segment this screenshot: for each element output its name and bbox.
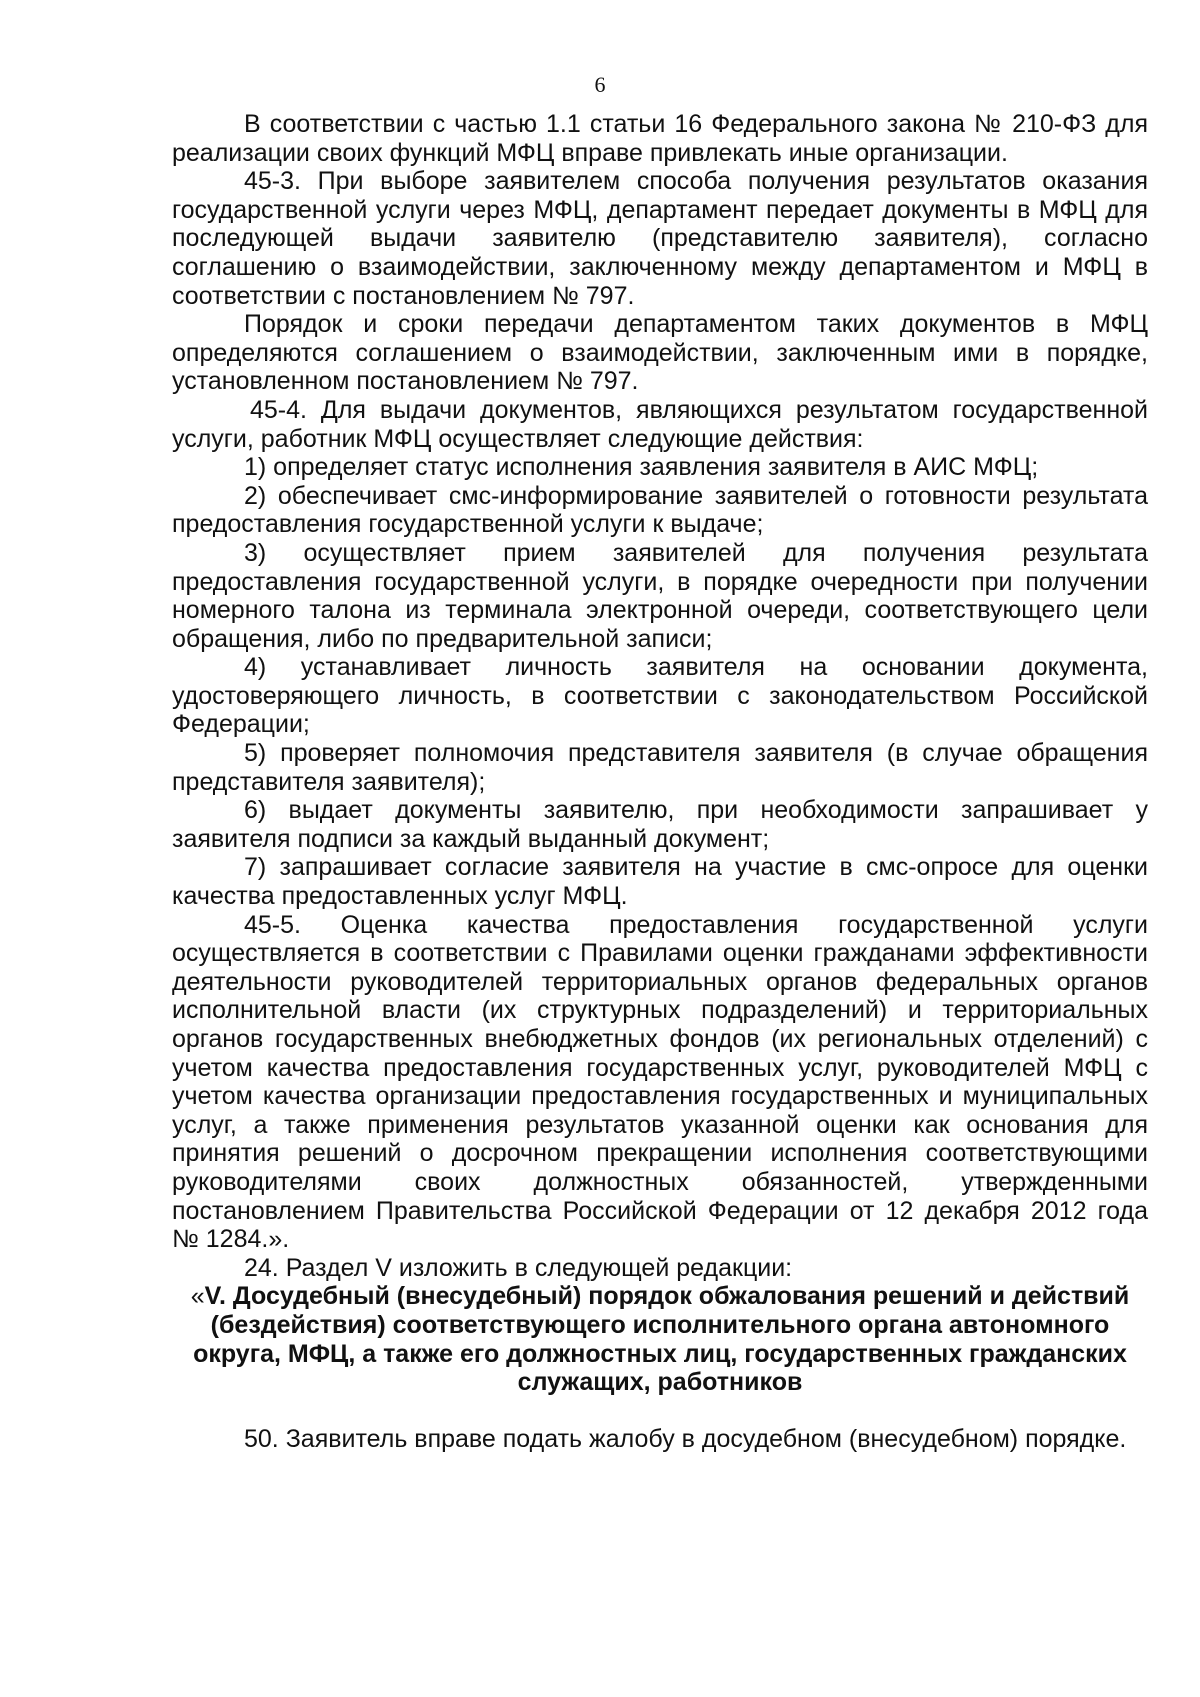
- paragraph-45-4: 45-4. Для выдачи документов, являющихся результатом государственной услуги, работник МФЦ осуществляет следующие действия:: [172, 395, 1148, 453]
- list-item-2: 2) обеспечивает смс-информирование заявителей о готовности результата предоставления государственной услуги к выдаче;: [172, 481, 1148, 539]
- list-item-7: 7) запрашивает согласие заявителя на участие в смс-опросе для оценки качества предоставленных услуг МФЦ.: [172, 853, 1148, 911]
- paragraph-mfc-organizations: В соответствии с частью 1.1 статьи 16 Федерального закона № 210-ФЗ для реализации своих функций МФЦ вправе привлекать иные организации.: [172, 110, 1148, 167]
- list-item-6: 6) выдает документы заявителю, при необходимости запрашивает у заявителя подписи за каждый выданный документ;: [172, 796, 1148, 853]
- paragraph-50: 50. Заявитель вправе подать жалобу в досудебном (внесудебном) порядке.: [244, 1424, 1127, 1453]
- section-heading-quote: «: [190, 1282, 205, 1311]
- list-item-4: 4) устанавливает личность заявителя на основании документа, удостоверяющего личность, в соответствии с законодательством Российской Федерации;: [172, 653, 1148, 739]
- paragraph-24: 24. Раздел V изложить в следующей редакции:: [244, 1253, 793, 1282]
- paragraph-45-5: 45-5. Оценка качества предоставления государственной услуги осуществляется в соответствии с Правилами оценки гражданами эффективности деятельности руководителей территориальных органов федеральных органов исполнительной власти (их структурных подразделений) и территориальных органов государственных внебюджетных фондов (их региональных отделений) с учетом качества предоставления государственных услуг, руководителей МФЦ с учетом качества организации предоставления государственных и муниципальных услуг, а также применения результатов указанной оценки как основания для принятия решений о досрочном прекращении исполнения соответствующими руководителями своих должностных обязанностей, утвержденными постановлением Правительства Российской Федерации от 12 декабря 2012 года № 1284.».: [172, 910, 1148, 1254]
- list-item-3: 3) осуществляет прием заявителей для получения результата предоставления государственной услуги, в порядке очередности при получении номерного талона из терминала электронной очереди, соответствующего цели обращения, либо по предварительной записи;: [172, 538, 1148, 653]
- page-number: 6: [594, 72, 606, 97]
- paragraph-45-3: 45-3. При выборе заявителем способа получения результатов оказания государственной услуги через МФЦ, департамент передает документы в МФЦ для последующей выдачи заявителю (представителю заявителя), согласно соглашению о взаимодействии, заключенному между департаментом и МФЦ в соответствии с постановлением № 797.: [172, 167, 1148, 310]
- section-heading: [172, 1282, 1148, 1424]
- section-heading-text: V. Досудебный (внесудебный) порядок обжалования решений и действий (бездействия) соответствующего исполнительного органа автономного округа, МФЦ, а также его должностных лиц, государственных гражданских служащих, работников: [193, 1282, 1130, 1397]
- list-item-5: 5) проверяет полномочия представителя заявителя (в случае обращения представителя заявителя);: [172, 739, 1148, 796]
- list-item-1: 1) определяет статус исполнения заявления заявителя в АИС МФЦ;: [244, 453, 1039, 482]
- paragraph-transfer-procedure: Порядок и сроки передачи департаментом таких документов в МФЦ определяются соглашением о взаимодействии, заключенным ими в порядке, установленном постановлением № 797.: [172, 310, 1148, 396]
- document-body: [172, 110, 1148, 1453]
